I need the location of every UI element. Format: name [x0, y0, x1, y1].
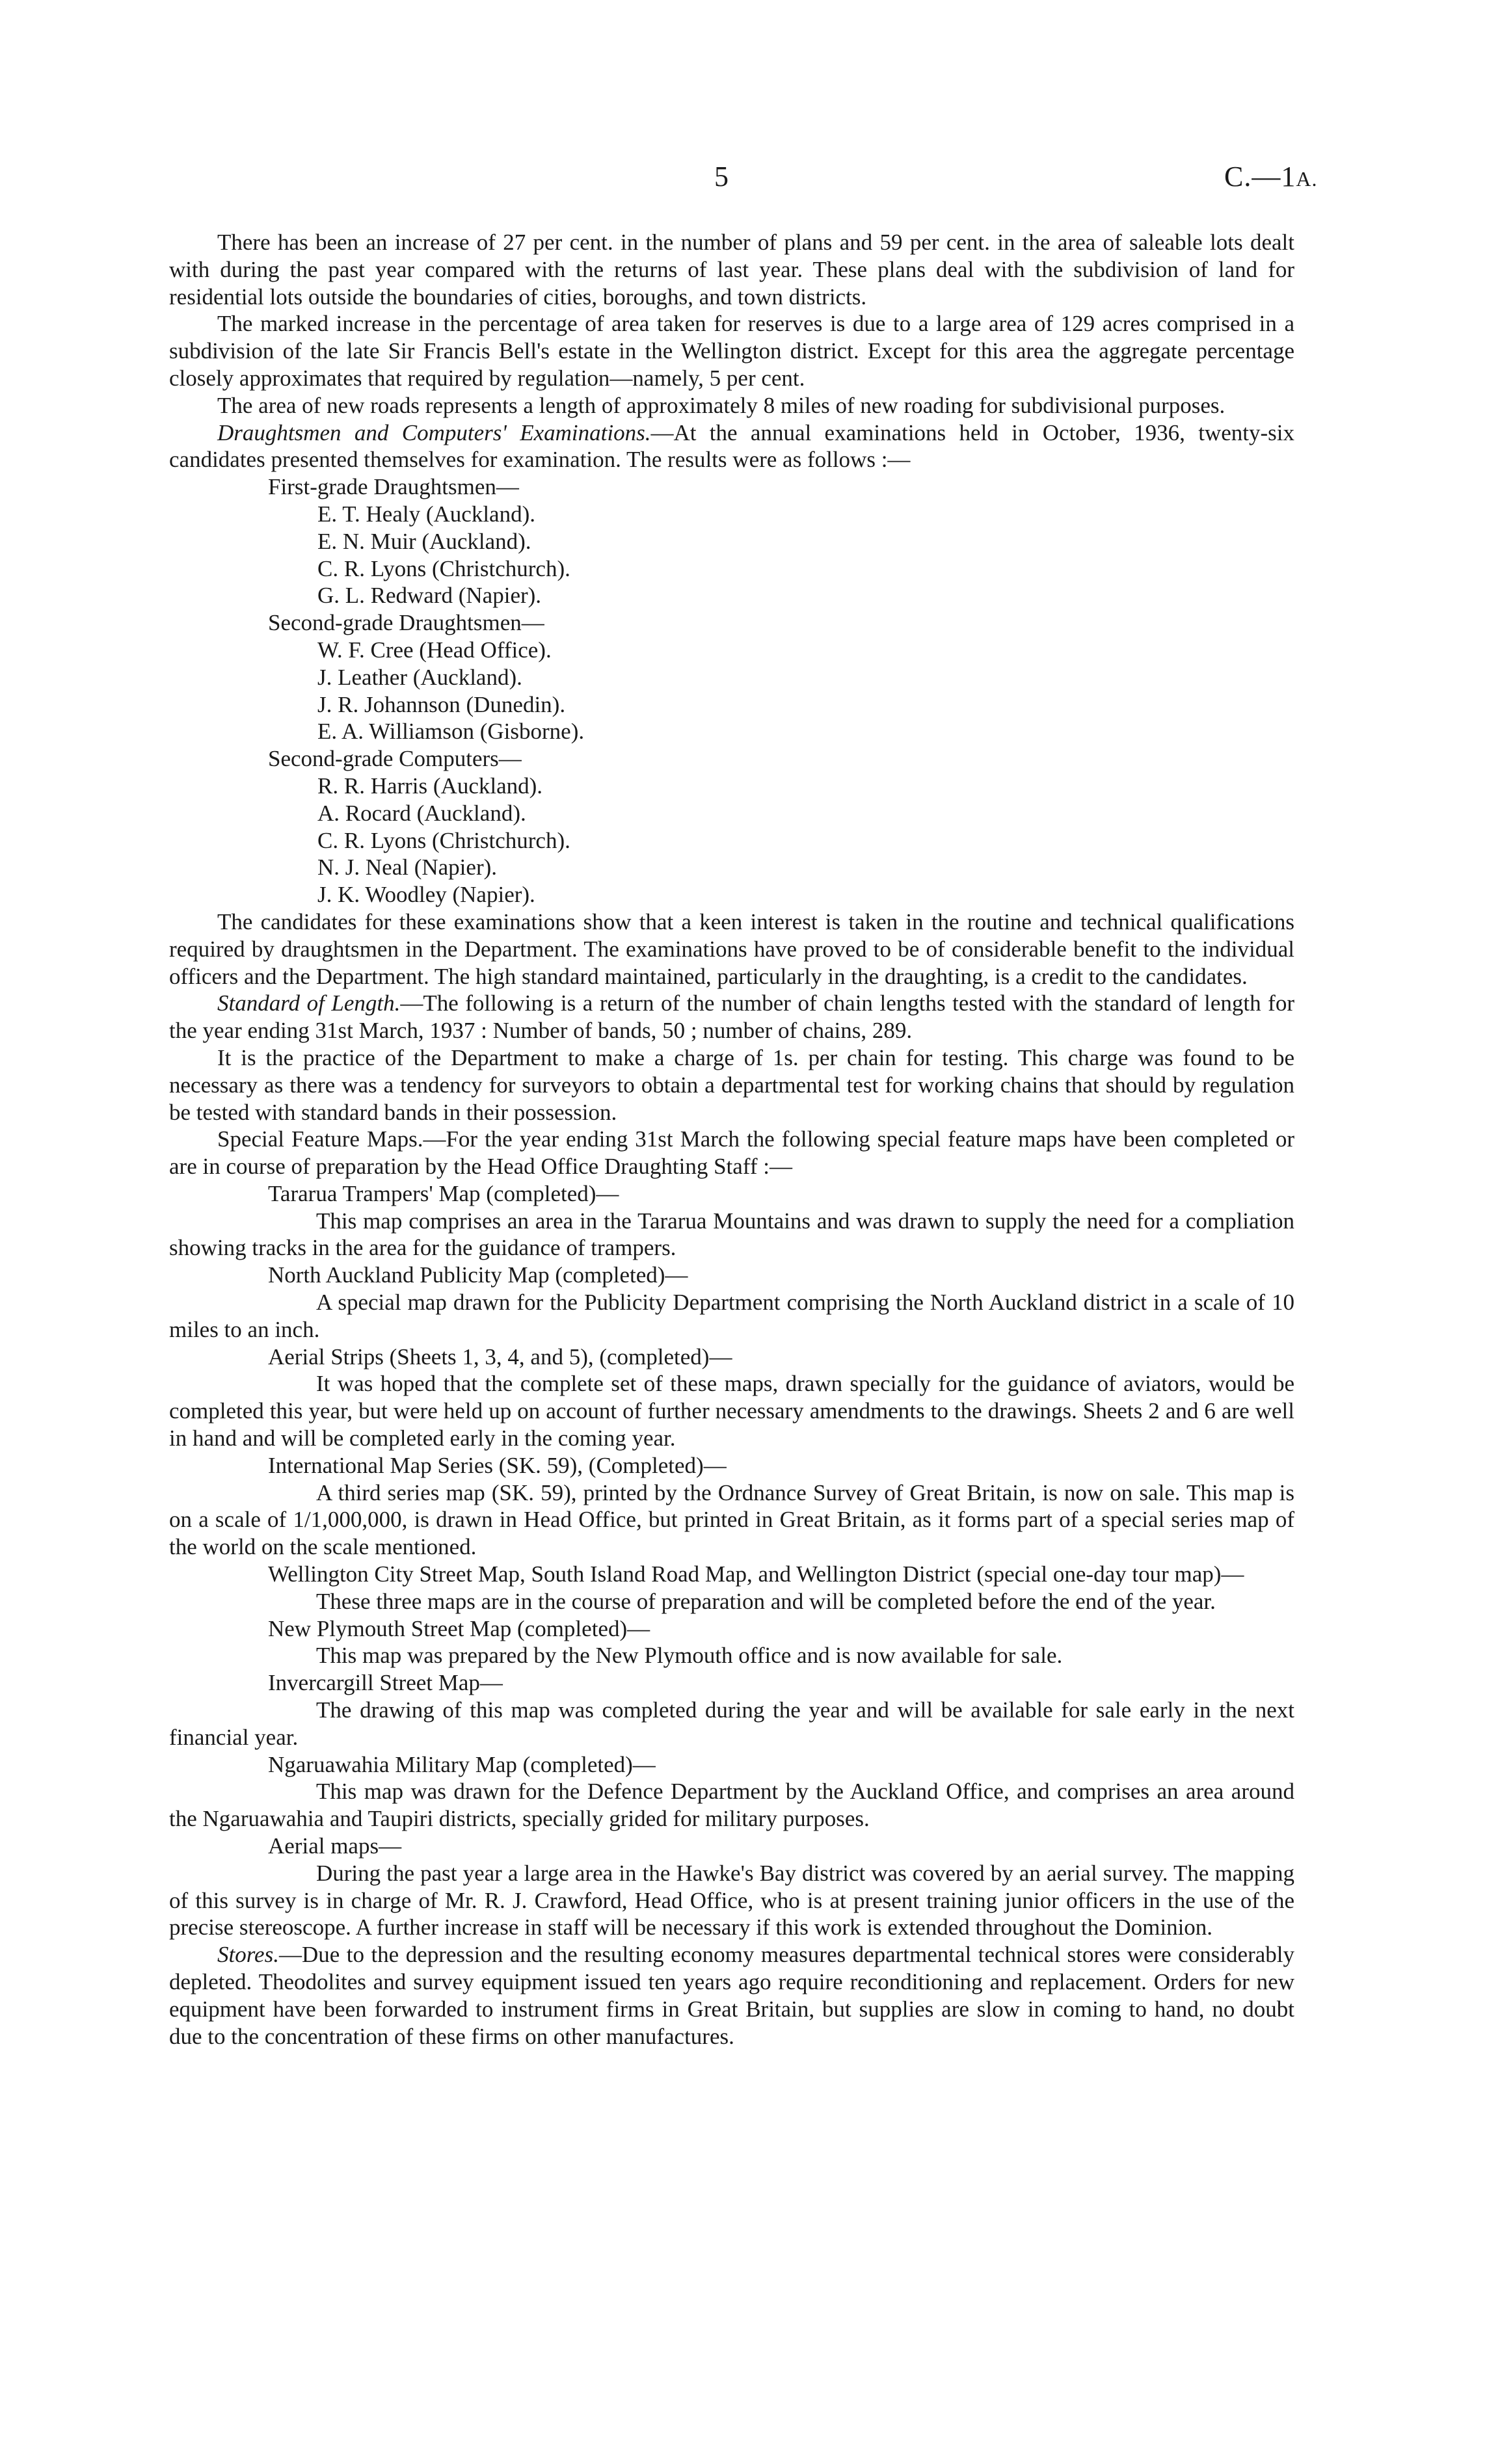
map-description: This map comprises an area in the Tararua Mountains and was drawn to supply the need for a compliation showing tracks in the area for the guidance of trampers. [169, 1208, 1294, 1261]
stores-text: —Due to the depression and the resulting economy measures departmental technical stores were considerably depleted. Theodolites and survey equipment issued ten years ago require reconditioning and replacement. Orders for new equipment have been forwarded to instrument firms in Great Britain, but supplies are slow in coming to hand, no doubt due to the concentration of these firms on other manufactures. [169, 1942, 1294, 2049]
candidate-name: E. T. Healy (Auckland). [317, 501, 535, 527]
page-number: 5 [714, 161, 729, 192]
candidate-name: G. L. Redward (Napier). [317, 583, 542, 609]
group-second-grade-draughtsmen: Second-grade Draughtsmen— [268, 610, 544, 636]
paragraph-standard-of-length [169, 990, 1294, 1044]
paragraph-examinations-conclusion: The candidates for these examinations show that a keen interest is taken in the routine and technical qualifications required by draughtsmen in the Department. The examinations have proved to be of considerable benefit to the individual officers and the Department. The high standard maintained, particularly in the draughting, is a credit to the candidates. [169, 908, 1294, 989]
stores-heading: Stores. [217, 1942, 279, 1968]
document-code [1224, 160, 1317, 193]
candidate-name: J. R. Johannson (Dunedin). [317, 691, 566, 717]
document-code-main: C.—1 [1224, 161, 1296, 192]
candidate-name: J. K. Woodley (Napier). [317, 882, 535, 908]
map-description: It was hoped that the complete set of these maps, drawn specially for the guidance of aviators, would be completed this year, but were held up on account of further necessary amendments to the drawings. Sheets 2 and 6 are well in hand and will be completed early in the coming year. [169, 1371, 1294, 1451]
map-title: Aerial Strips (Sheets 1, 3, 4, and 5), (completed)— [268, 1344, 732, 1370]
map-title: Tararua Trampers' Map (completed)— [268, 1180, 619, 1206]
map-title: International Map Series (SK. 59), (Completed)— [268, 1452, 727, 1478]
candidate-name: R. R. Harris (Auckland). [317, 773, 543, 799]
paragraph-stores [169, 1941, 1294, 2050]
map-title: Invercargill Street Map— [268, 1670, 503, 1696]
examinations-text: —At the annual examinations held in October, 1936, twenty-six candidates presented themselves for examination. The results were as follows :— [169, 419, 1294, 473]
map-description: These three maps are in the course of preparation and will be completed before the end of the year. [316, 1588, 1216, 1614]
paragraph-testing-charge: It is the practice of the Department to make a charge of 1s. per chain for testing. This charge was found to be necessary as there was a tendency for surveyors to obtain a departmental test for working chains that should by regulation be tested with standard bands in their possession. [169, 1044, 1294, 1125]
examinations-heading: Draughtsmen and Computers' Examinations. [217, 419, 651, 445]
map-title: Ngaruawahia Military Map (completed)— [268, 1751, 656, 1777]
paragraph-plans-increase: There has been an increase of 27 per cent. in the number of plans and 59 per cent. in the area of saleable lots dealt with during the past year compared with the returns of last year. These plans deal with the subdivision of land for residential lots outside the boundaries of cities, boroughs, and town districts. [169, 230, 1294, 310]
map-title: New Plymouth Street Map (completed)— [268, 1615, 650, 1641]
map-description: The drawing of this map was completed during the year and will be available for sale early in the next financial year. [169, 1697, 1294, 1750]
candidate-name: E. A. Williamson (Gisborne). [317, 719, 585, 745]
map-title: Wellington City Street Map, South Island Road Map, and Wellington District (special one-day tour map)— [268, 1561, 1244, 1587]
map-title: Aerial maps— [268, 1833, 402, 1859]
body-text [169, 229, 1294, 2050]
map-description: A special map drawn for the Publicity Department comprising the North Auckland district in a scale of 10 miles to an inch. [169, 1290, 1294, 1342]
page-header [0, 160, 1500, 199]
group-first-grade-draughtsmen: First-grade Draughtsmen— [268, 474, 519, 500]
candidate-name: C. R. Lyons (Christchurch). [317, 827, 570, 853]
map-title: North Auckland Publicity Map (completed)— [268, 1262, 688, 1288]
candidate-name: A. Rocard (Auckland). [317, 800, 526, 826]
paragraph-roads: The area of new roads represents a length of approximately 8 miles of new roading for subdivisional purposes. [217, 392, 1225, 418]
map-description: A third series map (SK. 59), printed by the Ordnance Survey of Great Britain, is now on sale. This map is on a scale of 1/1,000,000, is drawn in Head Office, but printed in Great Britain, as it forms part of a special series map of the world on the scale mentioned. [169, 1479, 1294, 1560]
map-description: During the past year a large area in the Hawke's Bay district was covered by an aerial survey. The mapping of this survey is in charge of Mr. R. J. Crawford, Head Office, who is at present training junior officers in the use of the precise stereoscope. A further increase in staff will be necessary if this work is extended throughout the Dominion. [169, 1860, 1294, 1941]
group-second-grade-computers: Second-grade Computers— [268, 746, 522, 772]
candidate-name: E. N. Muir (Auckland). [317, 528, 531, 554]
candidate-name: W. F. Cree (Head Office). [317, 637, 552, 663]
special-feature-maps-list [169, 1180, 1294, 1941]
paragraph-examinations [169, 419, 1294, 474]
document-code-suffix: A. [1296, 167, 1318, 191]
candidate-name: J. Leather (Auckland). [317, 664, 522, 690]
paragraph-reserves: The marked increase in the percentage of area taken for reserves is due to a large area of 129 acres comprised in a subdivision of the late Sir Francis Bell's estate in the Wellington district. Except for this area the aggregate percentage closely approximates that required by regulation—namely, 5 per cent. [169, 311, 1294, 391]
map-description: This map was drawn for the Defence Department by the Auckland Office, and comprises an area around the Ngaruawahia and Taupiri districts, specially grided for military purposes. [169, 1779, 1294, 1832]
standard-text: —The following is a return of the number of chain lengths tested with the standard of length for the year ending 31st March, 1937 : Number of bands, 50 ; number of chains, 289. [169, 990, 1294, 1044]
examination-results [268, 473, 1294, 908]
standard-heading: Standard of Length. [217, 990, 401, 1016]
candidate-name: C. R. Lyons (Christchurch). [317, 555, 570, 581]
paragraph-special-feature-maps: Special Feature Maps.—For the year ending 31st March the following special feature maps have been completed or are in course of preparation by the Head Office Draughting Staff :— [169, 1126, 1294, 1180]
map-description: This map was prepared by the New Plymouth office and is now available for sale. [316, 1643, 1063, 1669]
candidate-name: N. J. Neal (Napier). [317, 854, 498, 881]
